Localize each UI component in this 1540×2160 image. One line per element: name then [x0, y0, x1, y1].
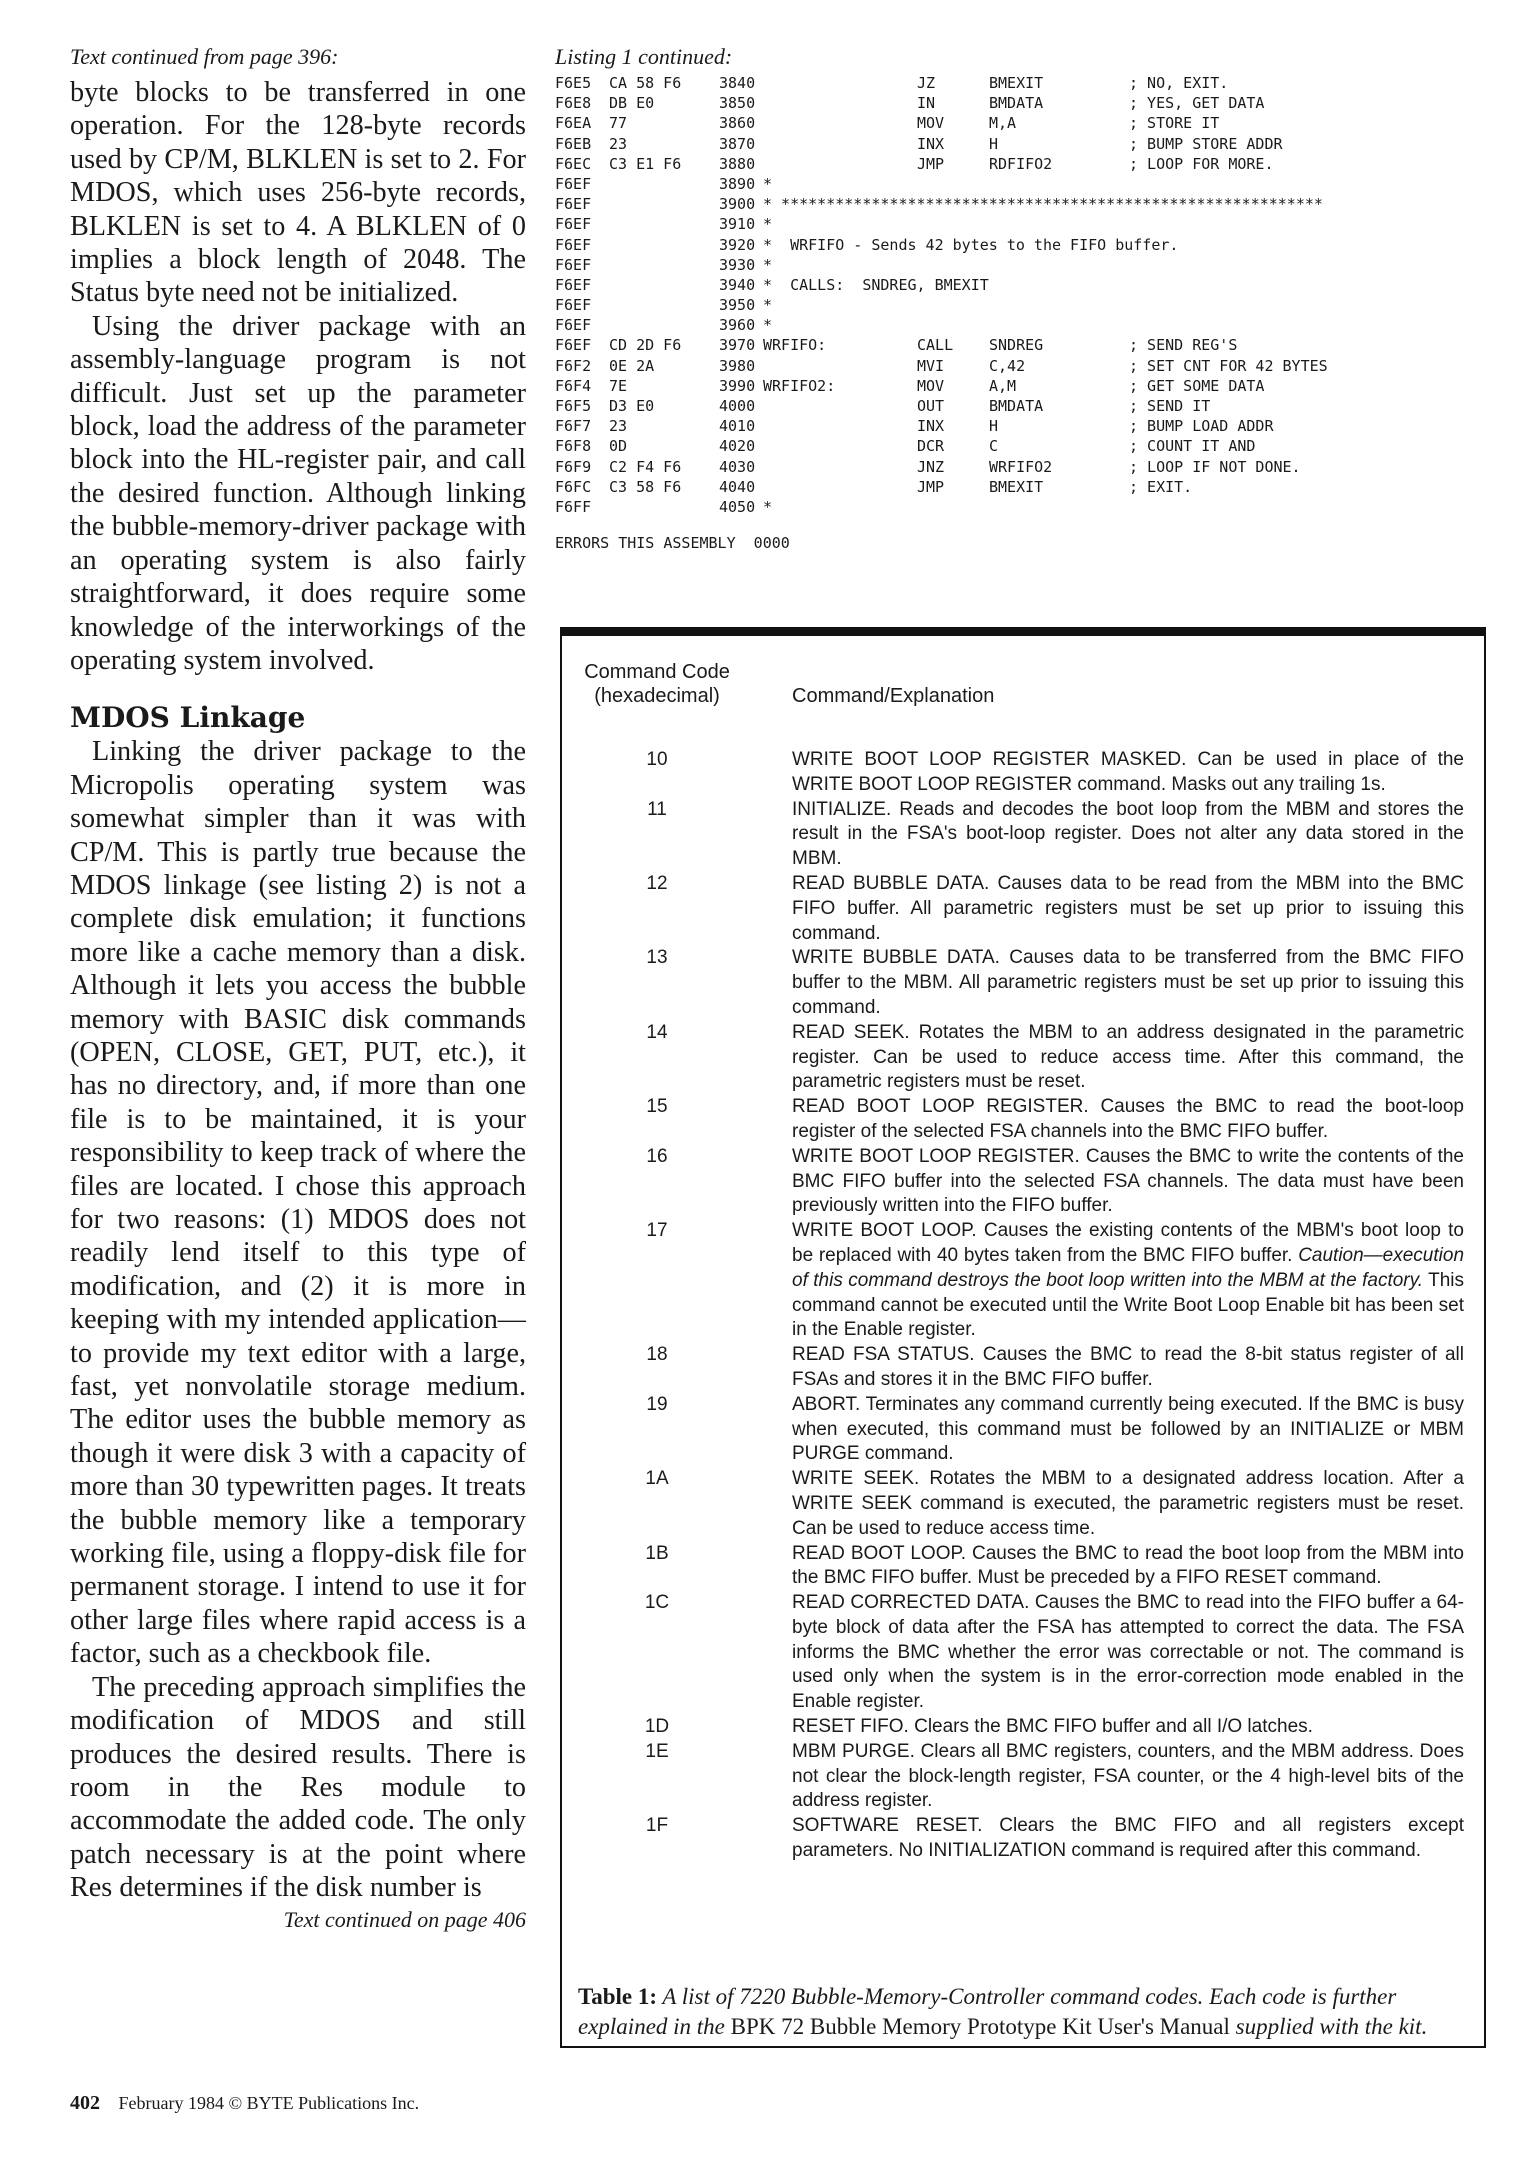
code-label: * — [763, 215, 773, 234]
code-line-number: 3920 — [719, 235, 756, 254]
code-address: F6EB — [555, 134, 592, 153]
command-explanation — [792, 1393, 1464, 1467]
code-operand: BMEXIT — [989, 477, 1044, 496]
command-explanation — [792, 1343, 1464, 1393]
code-hex-bytes: C2 F4 F6 — [609, 457, 682, 476]
command-code: 1C — [644, 1592, 670, 1614]
command-explanation — [792, 1021, 1464, 1095]
code-line — [555, 397, 1515, 417]
article-column — [70, 44, 526, 1933]
code-hex-bytes: CD 2D F6 — [609, 336, 682, 355]
command-code: 12 — [646, 872, 668, 894]
code-address: F6EC — [555, 154, 592, 173]
code-line — [555, 478, 1515, 498]
code-comment: ; BUMP LOAD ADDR — [1129, 417, 1274, 436]
code-address: F6EF — [555, 255, 592, 274]
code-lines — [555, 74, 1515, 518]
code-line-number: 3870 — [719, 134, 756, 153]
code-label: * — [763, 174, 773, 193]
code-hex-bytes: DB E0 — [609, 94, 655, 113]
code-operand: BMDATA — [989, 94, 1044, 113]
code-line — [555, 135, 1515, 155]
section-heading: MDOS Linkage — [70, 701, 306, 735]
code-operand: M,A — [989, 114, 1017, 133]
code-line — [555, 155, 1515, 175]
command-explanation — [792, 1467, 1464, 1541]
code-comment: ; LOOP FOR MORE. — [1129, 154, 1274, 173]
code-line — [555, 94, 1515, 114]
code-line — [555, 114, 1515, 134]
explanation-text: READ SEEK. Rotates the MBM to an address designated in the parametric register. Can be used to reduce access time. After this command, the parametric registers must be reset. — [792, 1021, 1464, 1093]
code-address: F6F2 — [555, 356, 592, 375]
table-rows — [578, 748, 1464, 1864]
command-code: 14 — [646, 1021, 668, 1043]
command-code: 16 — [646, 1145, 668, 1167]
code-line — [555, 215, 1515, 235]
explanation-text: WRITE BOOT LOOP REGISTER. Causes the BMC to write the contents of the BMC FIFO buffer into the selected FSA channels. The data must have been previously written into the FIFO buffer. — [792, 1145, 1464, 1217]
code-address: F6E5 — [555, 74, 592, 92]
code-comment: ; YES, GET DATA — [1129, 94, 1265, 113]
code-operand: C,42 — [989, 356, 1026, 375]
command-explanation — [792, 1740, 1464, 1814]
command-explanation — [792, 798, 1464, 872]
command-code: 1D — [644, 1716, 670, 1738]
code-line-number: 4000 — [719, 397, 756, 415]
explanation-text: MBM PURGE. Clears all BMC registers, counters, and the MBM address. Does not clear the block-length register, FSA counter, or the 4 high-level bits of the address register. — [792, 1740, 1464, 1812]
code-line-number: 3990 — [719, 376, 756, 395]
command-code: 19 — [646, 1393, 668, 1415]
table-caption — [578, 1982, 1464, 2042]
code-opcode: JMP — [917, 477, 945, 496]
code-comment: ; COUNT IT AND — [1129, 437, 1256, 456]
explanation-text: RESET FIFO. Clears the BMC FIFO buffer and all I/O latches. — [792, 1716, 1313, 1738]
code-line — [555, 357, 1515, 377]
command-explanation — [792, 1715, 1464, 1740]
code-opcode: JZ — [917, 74, 936, 92]
code-line — [555, 437, 1515, 457]
command-code: 15 — [646, 1096, 668, 1118]
command-explanation — [792, 1591, 1464, 1715]
body-paragraph: Using the driver package with an assembly-language program is not difficult. Just set up the parameter block, load the address of the parameter block into the HL-register pair, and call the desired function. Although linking the bubble-memory-driver package with an operating system is also fairly straightforward, it does require some knowledge of the interworkings of the operating system involved. — [70, 310, 526, 676]
table-row — [578, 1343, 1464, 1393]
code-line-number: 3960 — [719, 316, 756, 335]
table-row — [578, 1591, 1464, 1715]
code-listing — [555, 44, 1515, 552]
command-code: 17 — [646, 1220, 668, 1242]
code-hex-bytes: 23 — [609, 134, 628, 153]
code-line — [555, 256, 1515, 276]
code-address: F6EF — [555, 215, 592, 234]
caption-manual-title: BPK 72 Bubble Memory Prototype Kit User's Manual — [730, 2014, 1230, 2039]
code-line-number: 3850 — [719, 94, 756, 113]
table-row — [578, 1145, 1464, 1219]
code-address: F6EA — [555, 114, 592, 133]
command-explanation — [792, 1219, 1464, 1343]
code-opcode: IN — [917, 94, 936, 113]
explanation-text: READ BUBBLE DATA. Causes data to be read from the MBM into the BMC FIFO buffer. All parametric registers must be set up prior to issuing this command. — [792, 872, 1464, 944]
code-hex-bytes: C3 E1 F6 — [609, 154, 682, 173]
explanation-text: WRITE BOOT LOOP. Causes the existing contents of the MBM's boot loop to be replaced with 40 bytes taken from the BMC FIFO buffer. — [792, 1220, 1464, 1266]
code-line — [555, 74, 1515, 94]
code-line-number: 3980 — [719, 356, 756, 375]
code-line — [555, 236, 1515, 256]
code-line — [555, 336, 1515, 356]
command-code: 1B — [645, 1542, 669, 1564]
table-row — [578, 946, 1464, 1020]
code-line — [555, 195, 1515, 215]
code-line-number: 3930 — [719, 255, 756, 274]
code-comment: ; SET CNT FOR 42 BYTES — [1129, 356, 1328, 375]
code-line-number: 4030 — [719, 457, 756, 476]
code-label: * CALLS: SNDREG, BMEXIT — [763, 275, 989, 294]
code-hex-bytes: D3 E0 — [609, 397, 655, 415]
command-code: 13 — [646, 947, 668, 969]
command-explanation — [792, 1542, 1464, 1592]
code-operand: SNDREG — [989, 336, 1044, 355]
code-line-number: 3970 — [719, 336, 756, 355]
code-label: * — [763, 255, 773, 274]
code-label: * — [763, 497, 773, 516]
caption-text: A list of 7220 Bubble-Memory-Controller command codes. Each code is further explained in the — [578, 1984, 1397, 2039]
code-opcode: CALL — [917, 336, 954, 355]
command-explanation — [792, 946, 1464, 1020]
listing-title: Listing 1 continued: — [555, 44, 733, 69]
code-hex-bytes: 7E — [609, 376, 628, 395]
code-comment: ; LOOP IF NOT DONE. — [1129, 457, 1301, 476]
code-line — [555, 276, 1515, 296]
code-label: * — [763, 296, 773, 315]
explanation-text: SOFTWARE RESET. Clears the BMC FIFO and all registers except parameters. No INITIALIZATION command is required after this command. — [792, 1815, 1464, 1862]
explanation-text: ABORT. Terminates any command currently being executed. If the BMC is busy when executed, this command must be followed by an INITIALIZE or MBM PURGE command. — [792, 1393, 1464, 1465]
body-paragraph: byte blocks to be transferred in one operation. For the 128-byte records used by CP/M, BLKLEN is set to 2. For MDOS, which uses 256-byte records, BLKLEN is set to 4. A BLKLEN of 0 implies a block length of 2048. The Status byte need not be initialized. — [70, 77, 526, 309]
caution-note: Caution—execution of this command destroys the boot loop written into the MBM at the factory. — [792, 1244, 1465, 1291]
code-line — [555, 498, 1515, 518]
code-operand: A,M — [989, 376, 1017, 395]
code-line-number: 3900 — [719, 195, 756, 214]
code-label: * WRFIFO - Sends 42 bytes to the FIFO buffer. — [763, 235, 1179, 254]
code-operand: BMEXIT — [989, 74, 1044, 92]
continued-on-note: Text continued on page 406 — [283, 1906, 526, 1932]
code-opcode: MOV — [917, 114, 945, 133]
table-row — [578, 1095, 1464, 1145]
explanation-text: WRITE SEEK. Rotates the MBM to a designated address location. After a WRITE SEEK command is executed, the parametric registers must be reset. Can be used to reduce access time. — [792, 1468, 1464, 1539]
table-row — [578, 1219, 1464, 1343]
code-hex-bytes: 0D — [609, 437, 628, 456]
explanation-text: READ CORRECTED DATA. Causes the BMC to read into the FIFO buffer a 64-byte block of data after the FSA has attempted to correct the data. The FSA informs the BMC whether the error was correctable or not. The command is used only when the system is in the error-correction mode enabled in the Enable register. — [792, 1592, 1464, 1713]
footer-credit: February 1984 © BYTE Publications Inc. — [118, 2093, 420, 2113]
code-opcode: INX — [917, 134, 945, 153]
code-operand: H — [989, 417, 999, 436]
code-operand: C — [989, 437, 999, 456]
body-paragraph: Linking the driver package to the Micropolis operating system was somewhat simpler than it was with CP/M. This is partly true because the MDOS linkage (see listing 2) is not a complete disk emulation; it functions more like a cache memory than a disk. Although it lets you access the bubble memory with BASIC disk commands (OPEN, CLOSE, GET, PUT, etc.), it has no directory, and, if more than one file is to be maintained, it is your responsibility to keep track of where the files are located. I chose this approach for two reasons: (1) MDOS does not readily lend itself to this type of modification, and (2) it is more in keeping with my intended application—to provide my text editor with a large, fast, yet nonvolatile storage medium. The editor uses the bubble memory as though it were disk 3 with a capacity of more than 30 typewritten pages. It treats the bubble memory like a temporary working file, using a floppy-disk file for permanent storage. I intend to use it for other large files where rapid access is a factor, such as a checkbook file. — [70, 736, 526, 1670]
command-code-table — [560, 627, 1486, 2048]
code-line-number: 3890 — [719, 174, 756, 193]
code-label: * ************************************************************ — [763, 195, 1323, 214]
code-address: F6F8 — [555, 437, 592, 456]
code-label: WRFIFO2: — [763, 376, 836, 395]
code-hex-bytes: 0E 2A — [609, 356, 655, 375]
command-code: 1E — [645, 1740, 669, 1762]
code-comment: ; SEND REG'S — [1129, 336, 1238, 355]
code-comment: ; NO, EXIT. — [1129, 74, 1229, 92]
code-label: WRFIFO: — [763, 336, 827, 355]
code-line — [555, 458, 1515, 478]
code-opcode: JMP — [917, 154, 945, 173]
code-address: F6EF — [555, 275, 592, 294]
code-comment: ; STORE IT — [1129, 114, 1220, 133]
explanation-text: WRITE BOOT LOOP REGISTER MASKED. Can be used in place of the WRITE BOOT LOOP REGISTER command. Masks out any trailing 1s. — [792, 749, 1464, 795]
table-row — [578, 1715, 1464, 1740]
code-operand: RDFIFO2 — [989, 154, 1053, 173]
command-explanation — [792, 1145, 1464, 1219]
code-line-number: 3840 — [719, 74, 756, 92]
table-row — [578, 1740, 1464, 1814]
assembly-errors-line: ERRORS THIS ASSEMBLY 0000 — [555, 534, 790, 553]
code-line-number: 4050 — [719, 497, 756, 516]
continued-from-note: Text continued from page 396: — [70, 44, 339, 69]
code-line — [555, 296, 1515, 316]
code-operand: WRFIFO2 — [989, 457, 1053, 476]
page-number: 402 — [70, 2092, 100, 2114]
code-address: F6F7 — [555, 417, 592, 436]
code-address: F6F4 — [555, 376, 592, 395]
table-row — [578, 872, 1464, 946]
table-row — [578, 748, 1464, 798]
code-comment: ; GET SOME DATA — [1129, 376, 1265, 395]
code-line — [555, 377, 1515, 397]
table-row — [578, 1393, 1464, 1467]
code-comment: ; BUMP STORE ADDR — [1129, 134, 1283, 153]
code-hex-bytes: 23 — [609, 417, 628, 436]
code-address: F6EF — [555, 316, 592, 335]
code-address: F6EF — [555, 195, 592, 214]
table-row — [578, 1814, 1464, 1864]
code-line-number: 3950 — [719, 296, 756, 315]
code-line — [555, 316, 1515, 336]
code-opcode: JNZ — [917, 457, 945, 476]
code-operand: BMDATA — [989, 397, 1044, 415]
code-address: F6FC — [555, 477, 592, 496]
command-explanation — [792, 872, 1464, 946]
command-explanation — [792, 1814, 1464, 1864]
code-address: F6E8 — [555, 94, 592, 113]
command-code: 10 — [646, 749, 668, 770]
code-address: F6EF — [555, 174, 592, 193]
code-opcode: OUT — [917, 397, 945, 415]
code-label: * — [763, 316, 773, 335]
body-paragraph: The preceding approach simplifies the modification of MDOS and still produces the desired results. There is room in the Res module to accommodate the added code. The only patch necessary is at the point where Res determines if the disk number is — [70, 1671, 526, 1904]
code-line-number: 4010 — [719, 417, 756, 436]
code-comment: ; SEND IT — [1129, 397, 1211, 415]
header-command-explanation: Command/Explanation — [792, 685, 995, 707]
code-address: F6FF — [555, 497, 592, 516]
code-address: F6EF — [555, 336, 592, 355]
code-address: F6F5 — [555, 397, 592, 415]
code-address: F6EF — [555, 296, 592, 315]
command-code: 11 — [647, 798, 667, 820]
table-row — [578, 798, 1464, 872]
explanation-text: READ FSA STATUS. Causes the BMC to read the 8-bit status register of all FSAs and stores it in the BMC FIFO buffer. — [792, 1344, 1464, 1390]
explanation-text: READ BOOT LOOP. Causes the BMC to read the boot loop from the MBM into the BMC FIFO buffer. Must be preceded by a FIFO RESET command. — [792, 1542, 1464, 1589]
command-explanation — [792, 1095, 1464, 1145]
code-hex-bytes: CA 58 F6 — [609, 74, 682, 92]
explanation-text: READ BOOT LOOP REGISTER. Causes the BMC to read the boot-loop register of the selected FSA channels into the BMC FIFO buffer. — [792, 1096, 1464, 1142]
code-address: F6F9 — [555, 457, 592, 476]
code-address: F6EF — [555, 235, 592, 254]
table-header — [578, 660, 1464, 744]
code-opcode: MOV — [917, 376, 945, 395]
caption-text-end: supplied with the kit. — [1229, 2014, 1428, 2039]
code-line — [555, 175, 1515, 195]
explanation-text: INITIALIZE. Reads and decodes the boot loop from the MBM and stores the result in the FSA's boot-loop register. Does not alter any data stored in the MBM. — [792, 798, 1464, 870]
code-operand: H — [989, 134, 999, 153]
code-line-number: 4020 — [719, 437, 756, 456]
page-footer — [70, 2092, 419, 2115]
code-opcode: INX — [917, 417, 945, 436]
code-line-number: 3860 — [719, 114, 756, 133]
code-comment: ; EXIT. — [1129, 477, 1193, 496]
code-line-number: 3880 — [719, 154, 756, 173]
code-line — [555, 417, 1515, 437]
code-opcode: MVI — [917, 356, 945, 375]
command-code: 1F — [645, 1815, 669, 1837]
table-row — [578, 1542, 1464, 1592]
code-line-number: 3940 — [719, 275, 756, 294]
header-command-code: Command Code (hexadecimal) — [584, 661, 730, 707]
code-line-number: 3910 — [719, 215, 756, 234]
code-line-number: 4040 — [719, 477, 756, 496]
explanation-text: WRITE BUBBLE DATA. Causes data to be transferred from the BMC FIFO buffer to the MBM. All parametric registers must be set up prior to issuing this command. — [792, 947, 1464, 1018]
command-code: 18 — [646, 1344, 668, 1366]
table-row — [578, 1467, 1464, 1541]
code-hex-bytes: 77 — [609, 114, 628, 133]
code-opcode: DCR — [917, 437, 945, 456]
table-row — [578, 1021, 1464, 1095]
command-code: 1A — [645, 1468, 669, 1490]
caption-label: Table 1: — [578, 1984, 658, 2009]
code-hex-bytes: C3 58 F6 — [609, 477, 682, 496]
explanation-text-cont: This command cannot be executed until the Write Boot Loop Enable bit has been set in the Enable register. — [792, 1269, 1464, 1341]
command-explanation — [792, 748, 1464, 798]
